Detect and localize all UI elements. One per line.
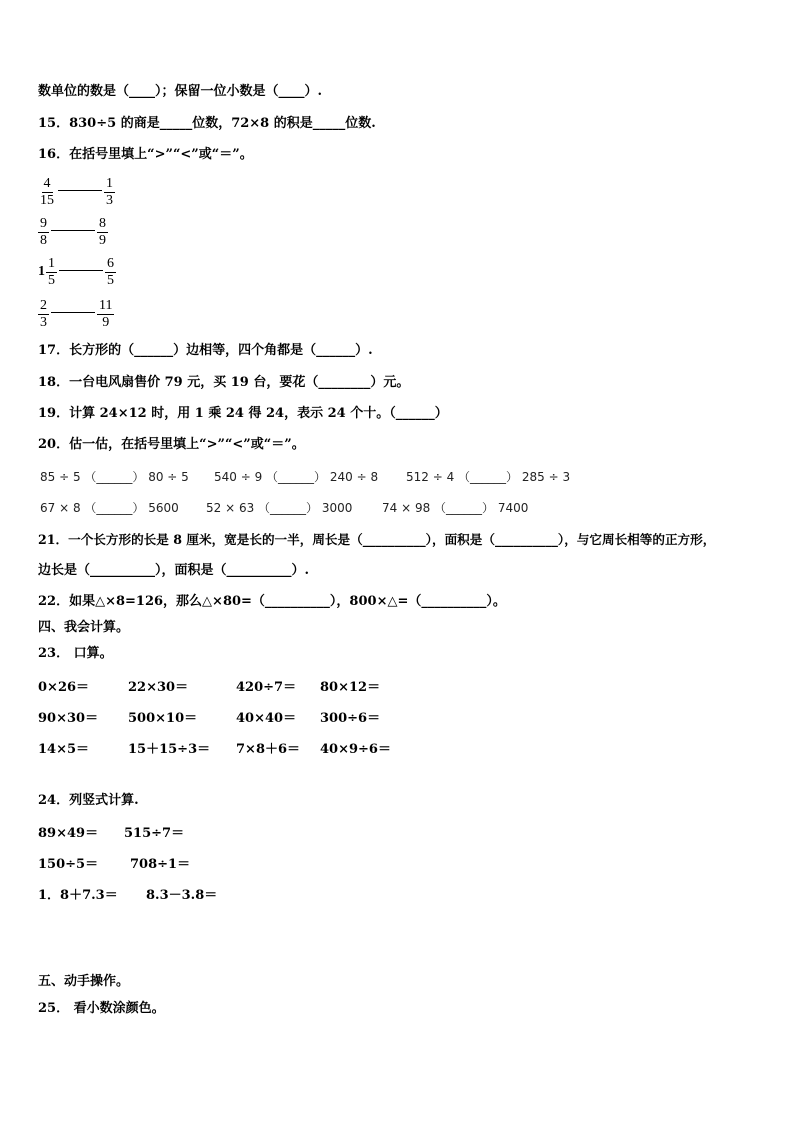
fraction: $\frac{4}{15}$ xyxy=(40,175,54,208)
question-14-tail: 数单位的数是（____）；保留一位小数是（____）. xyxy=(38,84,323,99)
vertical-item: 89×49＝ xyxy=(38,826,99,841)
vertical-item: 150÷5＝ xyxy=(38,857,99,872)
question-23: 23． 口算。 xyxy=(38,646,113,661)
question-16: 16．在括号里填上“>”“<”或“＝”。 xyxy=(38,147,253,162)
question-15: 15．830÷5 的商是_____位数，72×8 的积是_____位数. xyxy=(38,116,376,131)
vertical-item: 515÷7＝ xyxy=(124,826,185,841)
oral-item: 420÷7＝ xyxy=(236,680,297,695)
section-5-heading: 五、动手操作。 xyxy=(38,974,130,989)
question-18: 18．一台电风扇售价 79 元，买 19 台，要花（________）元。 xyxy=(38,375,410,390)
fraction: $\frac{1}{3}$ xyxy=(106,175,113,208)
oral-item: 90×30＝ xyxy=(38,711,99,726)
fraction-compare-row xyxy=(38,170,115,214)
vertical-item: 708÷1＝ xyxy=(130,857,191,872)
fraction: $\frac{1}{5}$ xyxy=(48,255,55,288)
answer-blank[interactable] xyxy=(51,230,95,231)
fraction: $\frac{11}{9}$ xyxy=(99,297,113,330)
question-22: 22．如果△×8=126，那么△×80=（__________），800×△=（__________）。 xyxy=(38,594,506,609)
estimate-item: 74 × 98 （______） 7400 xyxy=(382,501,529,515)
answer-blank[interactable] xyxy=(51,312,95,313)
estimate-item: 67 × 8 （______） 5600 xyxy=(40,501,179,515)
question-21-line1: 21．一个长方形的长是 8 厘米，宽是长的一半，周长是（__________），面积是（__________），与它周长相等的正方形， xyxy=(38,532,716,547)
estimate-item: 512 ÷ 4 （______） 285 ÷ 3 xyxy=(406,470,571,484)
oral-item: 0×26＝ xyxy=(38,680,90,695)
question-21-line2: 边长是（__________），面积是（__________）. xyxy=(38,563,310,578)
oral-item: 500×10＝ xyxy=(128,711,198,726)
fraction-compare-row xyxy=(38,210,108,254)
oral-item: 15＋15÷3＝ xyxy=(128,742,211,757)
estimate-item: 52 × 63 （______） 3000 xyxy=(206,501,353,515)
oral-item: 22×30＝ xyxy=(128,680,189,695)
answer-blank[interactable] xyxy=(59,270,103,271)
vertical-item: 8.3－3.8＝ xyxy=(146,888,218,903)
oral-item: 300÷6＝ xyxy=(320,711,381,726)
mixed-whole: 1 xyxy=(38,264,45,279)
fraction-compare-row xyxy=(38,250,116,294)
oral-item: 40×40＝ xyxy=(236,711,297,726)
estimate-item: 540 ÷ 9 （______） 240 ÷ 8 xyxy=(214,470,379,484)
fraction: $\frac{6}{5}$ xyxy=(107,255,114,288)
fraction: $\frac{8}{9}$ xyxy=(99,215,106,248)
question-20: 20．估一估，在括号里填上“>”“<”或“＝”。 xyxy=(38,437,305,452)
question-17: 17．长方形的（______）边相等，四个角都是（______）. xyxy=(38,343,373,358)
section-4-heading: 四、我会计算。 xyxy=(38,620,130,635)
question-25: 25． 看小数涂颜色。 xyxy=(38,1001,165,1016)
vertical-item: 1．8＋7.3＝ xyxy=(38,888,118,903)
estimate-item: 85 ÷ 5 （______） 80 ÷ 5 xyxy=(40,470,189,484)
oral-item: 14×5＝ xyxy=(38,742,90,757)
fraction-compare-row xyxy=(38,292,114,336)
question-24: 24．列竖式计算. xyxy=(38,793,139,808)
fraction: $\frac{9}{8}$ xyxy=(40,215,47,248)
oral-item: 40×9÷6＝ xyxy=(320,742,391,757)
question-19: 19．计算 24×12 时，用 1 乘 24 得 24，表示 24 个十。（______） xyxy=(38,406,448,421)
oral-item: 80×12＝ xyxy=(320,680,381,695)
oral-item: 7×8＋6＝ xyxy=(236,742,301,757)
fraction: $\frac{2}{3}$ xyxy=(40,297,47,330)
answer-blank[interactable] xyxy=(58,190,102,191)
